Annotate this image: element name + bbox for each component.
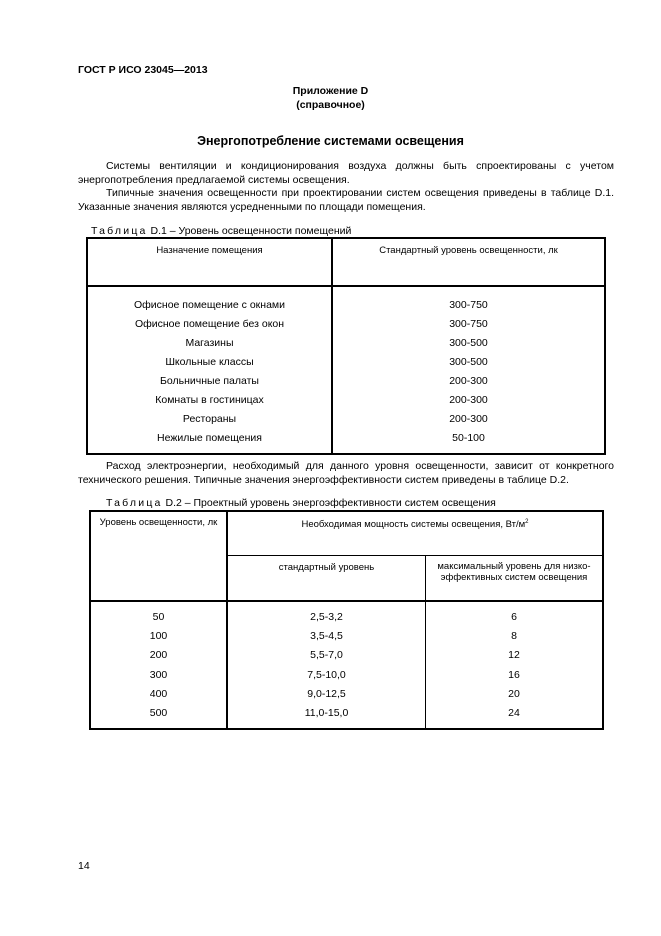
table-row — [87, 390, 605, 409]
table-row — [87, 409, 605, 428]
table1-header-row — [87, 238, 605, 286]
illuminance-table — [86, 237, 606, 455]
level-cell: 300-500 — [449, 355, 488, 368]
paragraph-1: Системы вентиляции и кондиционирования воздуха должны быть спроектированы с учетом энергопотребления предлагаемой системы освещения. — [78, 160, 614, 186]
room-cell: Школьные классы — [87, 352, 332, 371]
room-cell: Комнаты в гостиницах — [87, 390, 332, 409]
table1-header-room: Назначение помещения — [87, 238, 332, 286]
standard-cell: 11,0-15,0 — [227, 703, 426, 722]
table2-header-max: максимальный уровень для низко-эффективных систем освещения — [426, 556, 604, 602]
level-cell: 300-750 — [449, 298, 488, 311]
max-cell: 6 — [511, 610, 517, 623]
table-row — [87, 333, 605, 352]
table1-caption-text: D.1 – Уровень освещенности помещений — [150, 225, 352, 237]
table-row — [87, 314, 605, 333]
level-cell: 400 — [90, 684, 227, 703]
level-cell: 300-750 — [449, 317, 488, 330]
room-cell: Рестораны — [87, 409, 332, 428]
table2-caption-text: D.2 – Проектный уровень энергоэффективности систем освещения — [165, 497, 496, 509]
level-cell: 500 — [90, 703, 227, 722]
table-row — [87, 428, 605, 447]
table1-header-level: Стандартный уровень освещенности, лк — [332, 238, 605, 286]
standard-cell: 5,5-7,0 — [227, 646, 426, 665]
annex-title: Приложение D — [292, 85, 369, 97]
table-row — [90, 646, 603, 665]
level-cell: 200-300 — [449, 374, 488, 387]
level-cell: 300-500 — [449, 336, 488, 349]
level-cell: 200-300 — [449, 393, 488, 406]
page-number: 14 — [78, 860, 90, 872]
level-cell: 50-100 — [452, 431, 485, 444]
max-cell: 12 — [508, 649, 520, 662]
standard-cell: 9,0-12,5 — [227, 684, 426, 703]
standard-cell: 3,5-4,5 — [227, 626, 426, 645]
table2-header-power — [227, 511, 603, 556]
annex-type: (справочное) — [296, 99, 365, 111]
table-row — [87, 352, 605, 371]
table-row — [90, 684, 603, 703]
table1-caption-word: Таблица — [91, 225, 148, 237]
max-cell: 8 — [511, 629, 517, 642]
room-cell: Магазины — [87, 333, 332, 352]
table-row — [87, 371, 605, 390]
room-cell: Больничные палаты — [87, 371, 332, 390]
room-cell: Офисное помещение с окнами — [87, 295, 332, 314]
level-cell: 200-300 — [449, 412, 488, 425]
annex-heading — [0, 84, 661, 112]
table2-header-power-text: Необходимая мощность системы освещения, Вт/м — [301, 519, 526, 531]
table1-caption — [91, 225, 351, 237]
table2-header-level: Уровень освещенности, лк — [90, 511, 227, 601]
max-cell: 24 — [508, 707, 520, 720]
max-cell: 16 — [508, 668, 520, 681]
max-cell: 20 — [508, 687, 520, 700]
level-cell: 100 — [90, 626, 227, 645]
room-cell: Нежилые помещения — [87, 428, 332, 447]
paragraph-2: Типичные значения освещенности при проектировании систем освещения приведены в таблице D.1. Указанные значения являются усредненными по площади помещения. — [78, 187, 614, 213]
table-row — [87, 295, 605, 314]
table2-header-row — [90, 511, 603, 556]
standard-cell: 2,5-3,2 — [227, 607, 426, 626]
table-row — [90, 607, 603, 626]
standard-header: ГОСТ Р ИСО 23045—2013 — [78, 64, 208, 76]
table-row — [90, 665, 603, 684]
table-row — [90, 703, 603, 722]
level-cell: 50 — [90, 607, 227, 626]
table2-caption-word: Таблица — [106, 497, 163, 509]
standard-cell: 7,5-10,0 — [227, 665, 426, 684]
room-cell: Офисное помещение без окон — [87, 314, 332, 333]
efficiency-table — [89, 510, 604, 730]
paragraph-3: Расход электроэнергии, необходимый для данного уровня освещенности, зависит от конкретного технического решения. Типичные значения энергоэффективности систем приведены в таблице D.2. — [78, 460, 614, 486]
level-cell: 300 — [90, 665, 227, 684]
section-title: Энергопотребление системами освещения — [197, 134, 464, 148]
table2-header-power-sup: 2 — [525, 519, 529, 525]
level-cell: 200 — [90, 646, 227, 665]
table2-header-standard: стандартный уровень — [227, 556, 426, 602]
table2-caption — [106, 497, 496, 509]
table-row — [90, 626, 603, 645]
